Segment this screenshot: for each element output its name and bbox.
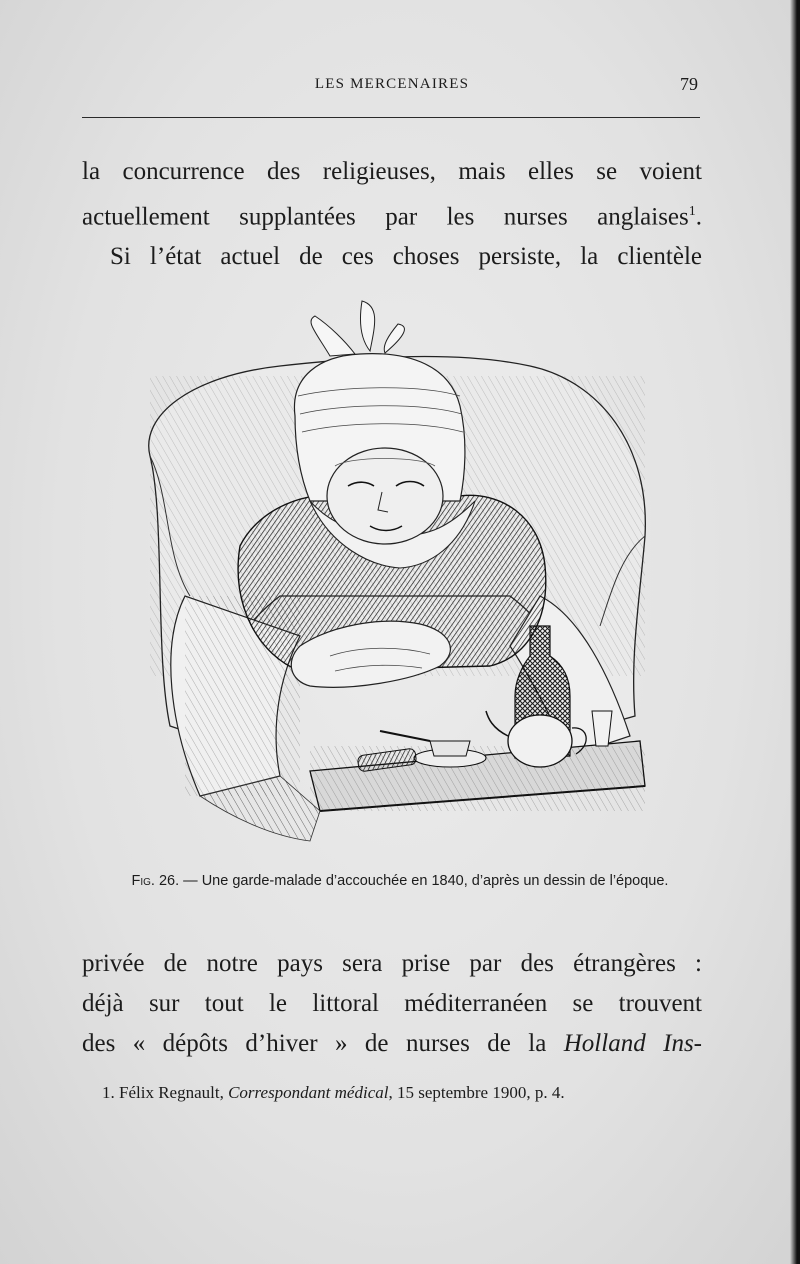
body-text-top (82, 152, 702, 277)
teapot (508, 715, 572, 767)
running-head (82, 76, 702, 100)
running-title: LES MERCENAIRES (314, 76, 470, 92)
text-line: actuellement supplantées par les nurses anglaises$^1$. (82, 203, 702, 231)
engraving-illustration (130, 296, 660, 861)
caption-text: — Une garde-malade d’accouchée en 1840, d’après un dessin de l’époque. (179, 873, 669, 889)
footnote: 1. Félix Regnault, Correspondant médical, 15 septembre 1900, p. 4. (102, 1083, 565, 1102)
figure-caption (100, 872, 700, 891)
text-line: privée de notre pays sera prise par des étrangères : (82, 950, 702, 977)
bonnet-bow (311, 301, 404, 356)
cup (430, 741, 470, 756)
text-line: Si l’état actuel de ces choses persiste, la clientèle (110, 243, 702, 271)
figure-label: Fig. 26. (131, 873, 180, 889)
text-line: déjà sur tout le littoral méditerranéen se trouvent (82, 990, 702, 1017)
glass (592, 711, 612, 746)
header-rule (82, 117, 700, 118)
footnote-number: 1. (102, 1083, 115, 1102)
italic-title: Holland Ins- (563, 1030, 703, 1057)
footnote-reference: 1 (688, 204, 696, 219)
nurse-engraving (130, 296, 660, 861)
body-text-bottom (82, 944, 702, 1064)
page-number: 79 (680, 74, 698, 94)
text-line: des « dépôts d’hiver » de nurses de la Holland Ins- (82, 1030, 703, 1057)
text-line: la concurrence des religieuses, mais elles se voient (82, 158, 702, 185)
journal-title: Correspondant médical (228, 1083, 389, 1102)
